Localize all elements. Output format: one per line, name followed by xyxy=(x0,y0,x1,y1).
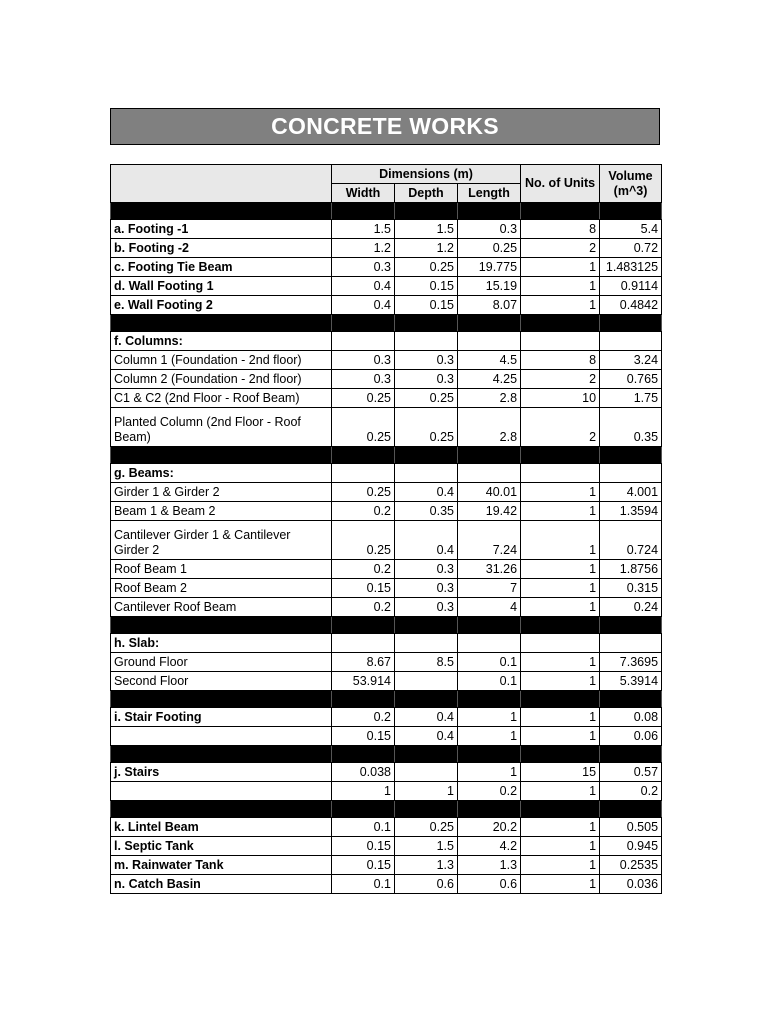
table-row xyxy=(111,708,662,727)
length-cell: 0.3 xyxy=(458,220,521,239)
width-cell: 0.4 xyxy=(332,296,395,315)
length-cell: 1 xyxy=(458,708,521,727)
separator-cell xyxy=(600,801,662,818)
separator-cell xyxy=(600,691,662,708)
width-cell: 0.15 xyxy=(332,727,395,746)
volume-cell: 0.57 xyxy=(600,763,662,782)
units-cell: 1 xyxy=(521,296,600,315)
units-cell: 8 xyxy=(521,220,600,239)
table-row xyxy=(111,521,662,560)
separator-cell xyxy=(395,617,458,634)
separator-cell xyxy=(458,203,521,220)
depth-cell xyxy=(395,763,458,782)
length-cell: 40.01 xyxy=(458,483,521,502)
depth-cell: 1.3 xyxy=(395,856,458,875)
volume-cell: 0.06 xyxy=(600,727,662,746)
table-row xyxy=(111,483,662,502)
depth-cell xyxy=(395,464,458,483)
width-cell: 0.25 xyxy=(332,483,395,502)
separator-cell xyxy=(111,801,332,818)
width-cell xyxy=(332,464,395,483)
units-cell: 10 xyxy=(521,389,600,408)
table-row xyxy=(111,653,662,672)
separator-cell xyxy=(332,203,395,220)
units-cell: 1 xyxy=(521,818,600,837)
units-cell: 1 xyxy=(521,579,600,598)
separator-cell xyxy=(600,315,662,332)
separator-cell xyxy=(332,447,395,464)
units-cell: 2 xyxy=(521,239,600,258)
separator-row xyxy=(111,447,662,464)
depth-cell: 0.25 xyxy=(395,818,458,837)
volume-cell: 0.35 xyxy=(600,408,662,447)
units-cell: 1 xyxy=(521,560,600,579)
table-row xyxy=(111,351,662,370)
table-row xyxy=(111,258,662,277)
depth-cell xyxy=(395,634,458,653)
separator-cell xyxy=(111,203,332,220)
length-cell: 1 xyxy=(458,727,521,746)
units-cell: 1 xyxy=(521,483,600,502)
separator-cell xyxy=(521,746,600,763)
separator-cell xyxy=(395,315,458,332)
depth-cell: 0.35 xyxy=(395,502,458,521)
depth-cell: 0.25 xyxy=(395,389,458,408)
volume-header-line1: Volume xyxy=(608,168,653,183)
separator-cell xyxy=(521,315,600,332)
units-cell: 1 xyxy=(521,672,600,691)
width-cell: 53.914 xyxy=(332,672,395,691)
separator-cell xyxy=(332,617,395,634)
separator-cell xyxy=(395,746,458,763)
units-cell: 8 xyxy=(521,351,600,370)
table-row xyxy=(111,634,662,653)
separator-cell xyxy=(111,691,332,708)
item-label: g. Beams: xyxy=(111,464,332,483)
item-label: C1 & C2 (2nd Floor - Roof Beam) xyxy=(111,389,332,408)
item-label: Column 1 (Foundation - 2nd floor) xyxy=(111,351,332,370)
table-row xyxy=(111,370,662,389)
page-title: CONCRETE WORKS xyxy=(271,113,499,139)
units-cell: 1 xyxy=(521,502,600,521)
item-label xyxy=(111,727,332,746)
units-header: No. of Units xyxy=(521,165,600,203)
width-cell xyxy=(332,332,395,351)
table-row xyxy=(111,464,662,483)
depth-cell: 0.3 xyxy=(395,560,458,579)
table-row xyxy=(111,332,662,351)
length-header: Length xyxy=(458,184,521,203)
item-label: Roof Beam 2 xyxy=(111,579,332,598)
width-cell: 0.2 xyxy=(332,560,395,579)
depth-cell: 0.15 xyxy=(395,296,458,315)
item-label: c. Footing Tie Beam xyxy=(111,258,332,277)
units-cell: 1 xyxy=(521,837,600,856)
length-cell: 2.8 xyxy=(458,408,521,447)
table-row xyxy=(111,672,662,691)
units-cell xyxy=(521,332,600,351)
volume-cell: 0.505 xyxy=(600,818,662,837)
separator-cell xyxy=(395,203,458,220)
units-cell: 1 xyxy=(521,727,600,746)
width-cell: 0.1 xyxy=(332,818,395,837)
depth-cell: 1.2 xyxy=(395,239,458,258)
separator-cell xyxy=(458,746,521,763)
item-label: Ground Floor xyxy=(111,653,332,672)
length-cell: 15.19 xyxy=(458,277,521,296)
length-cell: 1.3 xyxy=(458,856,521,875)
width-cell: 0.3 xyxy=(332,370,395,389)
dimensions-header: Dimensions (m) xyxy=(332,165,521,184)
length-cell: 4.2 xyxy=(458,837,521,856)
separator-cell xyxy=(521,691,600,708)
width-cell: 1.2 xyxy=(332,239,395,258)
depth-cell: 8.5 xyxy=(395,653,458,672)
item-label: Cantilever Girder 1 & Cantilever Girder 2 xyxy=(111,521,332,560)
length-cell: 4.25 xyxy=(458,370,521,389)
table-row xyxy=(111,389,662,408)
volume-cell: 0.08 xyxy=(600,708,662,727)
width-cell: 1 xyxy=(332,782,395,801)
table-row xyxy=(111,579,662,598)
units-cell: 1 xyxy=(521,258,600,277)
volume-cell: 0.724 xyxy=(600,521,662,560)
table-row xyxy=(111,296,662,315)
units-cell: 2 xyxy=(521,370,600,389)
separator-cell xyxy=(332,691,395,708)
table-row xyxy=(111,277,662,296)
item-label: Girder 1 & Girder 2 xyxy=(111,483,332,502)
table-row xyxy=(111,727,662,746)
depth-cell: 0.4 xyxy=(395,483,458,502)
separator-cell xyxy=(521,617,600,634)
volume-cell: 1.8756 xyxy=(600,560,662,579)
length-cell: 8.07 xyxy=(458,296,521,315)
depth-cell xyxy=(395,672,458,691)
depth-cell: 0.4 xyxy=(395,727,458,746)
label-header xyxy=(111,165,332,203)
item-label: Beam 1 & Beam 2 xyxy=(111,502,332,521)
depth-cell: 0.3 xyxy=(395,351,458,370)
units-cell: 1 xyxy=(521,856,600,875)
width-cell: 0.15 xyxy=(332,579,395,598)
item-label: h. Slab: xyxy=(111,634,332,653)
separator-cell xyxy=(111,617,332,634)
units-cell: 15 xyxy=(521,763,600,782)
width-cell: 0.038 xyxy=(332,763,395,782)
width-cell: 0.25 xyxy=(332,521,395,560)
length-cell: 0.1 xyxy=(458,672,521,691)
separator-cell xyxy=(111,447,332,464)
length-cell: 0.6 xyxy=(458,875,521,894)
item-label: j. Stairs xyxy=(111,763,332,782)
table-row xyxy=(111,763,662,782)
table-row xyxy=(111,875,662,894)
separator-cell xyxy=(521,203,600,220)
table-row xyxy=(111,502,662,521)
separator-row xyxy=(111,801,662,818)
volume-cell: 4.001 xyxy=(600,483,662,502)
length-cell: 19.775 xyxy=(458,258,521,277)
length-cell xyxy=(458,332,521,351)
volume-cell: 0.2 xyxy=(600,782,662,801)
separator-cell xyxy=(458,315,521,332)
separator-cell xyxy=(521,801,600,818)
volume-cell: 5.4 xyxy=(600,220,662,239)
table-row xyxy=(111,220,662,239)
depth-cell: 1.5 xyxy=(395,837,458,856)
depth-cell: 0.25 xyxy=(395,408,458,447)
units-cell: 1 xyxy=(521,653,600,672)
units-cell: 1 xyxy=(521,598,600,617)
concrete-works-table xyxy=(110,164,662,894)
item-label: Column 2 (Foundation - 2nd floor) xyxy=(111,370,332,389)
length-cell: 0.2 xyxy=(458,782,521,801)
separator-cell xyxy=(395,691,458,708)
length-cell: 19.42 xyxy=(458,502,521,521)
title-bar xyxy=(110,108,660,145)
volume-cell: 1.3594 xyxy=(600,502,662,521)
separator-cell xyxy=(395,447,458,464)
separator-cell xyxy=(332,315,395,332)
volume-cell: 0.2535 xyxy=(600,856,662,875)
width-cell: 0.15 xyxy=(332,856,395,875)
separator-row xyxy=(111,691,662,708)
volume-cell: 0.036 xyxy=(600,875,662,894)
width-cell: 0.2 xyxy=(332,708,395,727)
separator-row xyxy=(111,203,662,220)
width-cell: 0.15 xyxy=(332,837,395,856)
width-cell xyxy=(332,634,395,653)
length-cell: 7.24 xyxy=(458,521,521,560)
width-cell: 8.67 xyxy=(332,653,395,672)
width-cell: 0.3 xyxy=(332,258,395,277)
item-label: Planted Column (2nd Floor - Roof Beam) xyxy=(111,408,332,447)
volume-cell xyxy=(600,332,662,351)
units-cell xyxy=(521,464,600,483)
item-label: e. Wall Footing 2 xyxy=(111,296,332,315)
length-cell: 4 xyxy=(458,598,521,617)
length-cell: 7 xyxy=(458,579,521,598)
depth-cell: 0.4 xyxy=(395,521,458,560)
length-cell: 2.8 xyxy=(458,389,521,408)
depth-header: Depth xyxy=(395,184,458,203)
item-label xyxy=(111,782,332,801)
table-row xyxy=(111,239,662,258)
separator-cell xyxy=(600,203,662,220)
length-cell: 31.26 xyxy=(458,560,521,579)
separator-row xyxy=(111,617,662,634)
volume-cell xyxy=(600,634,662,653)
volume-cell: 1.75 xyxy=(600,389,662,408)
volume-cell: 0.315 xyxy=(600,579,662,598)
table-row xyxy=(111,408,662,447)
units-cell: 1 xyxy=(521,875,600,894)
item-label: k. Lintel Beam xyxy=(111,818,332,837)
width-header: Width xyxy=(332,184,395,203)
table-row xyxy=(111,856,662,875)
volume-header-line2: (m^3) xyxy=(613,183,648,198)
width-cell: 0.4 xyxy=(332,277,395,296)
separator-cell xyxy=(600,447,662,464)
table-row xyxy=(111,818,662,837)
separator-cell xyxy=(111,746,332,763)
width-cell: 0.3 xyxy=(332,351,395,370)
separator-cell xyxy=(111,315,332,332)
volume-cell: 3.24 xyxy=(600,351,662,370)
separator-cell xyxy=(458,801,521,818)
units-cell: 1 xyxy=(521,782,600,801)
units-cell: 1 xyxy=(521,708,600,727)
volume-cell: 0.945 xyxy=(600,837,662,856)
length-cell: 20.2 xyxy=(458,818,521,837)
table-body xyxy=(111,203,662,894)
item-label: d. Wall Footing 1 xyxy=(111,277,332,296)
item-label: n. Catch Basin xyxy=(111,875,332,894)
volume-cell: 0.9114 xyxy=(600,277,662,296)
volume-cell: 0.4842 xyxy=(600,296,662,315)
item-label: b. Footing -2 xyxy=(111,239,332,258)
separator-cell xyxy=(458,447,521,464)
volume-header xyxy=(600,165,662,203)
depth-cell xyxy=(395,332,458,351)
separator-cell xyxy=(332,801,395,818)
length-cell xyxy=(458,634,521,653)
units-cell xyxy=(521,634,600,653)
item-label: Cantilever Roof Beam xyxy=(111,598,332,617)
depth-cell: 1 xyxy=(395,782,458,801)
length-cell: 1 xyxy=(458,763,521,782)
length-cell xyxy=(458,464,521,483)
item-label: i. Stair Footing xyxy=(111,708,332,727)
depth-cell: 1.5 xyxy=(395,220,458,239)
depth-cell: 0.3 xyxy=(395,579,458,598)
item-label: l. Septic Tank xyxy=(111,837,332,856)
depth-cell: 0.15 xyxy=(395,277,458,296)
separator-row xyxy=(111,746,662,763)
depth-cell: 0.3 xyxy=(395,370,458,389)
item-label: Second Floor xyxy=(111,672,332,691)
volume-cell: 5.3914 xyxy=(600,672,662,691)
length-cell: 0.25 xyxy=(458,239,521,258)
table-row xyxy=(111,837,662,856)
width-cell: 0.2 xyxy=(332,502,395,521)
separator-cell xyxy=(600,617,662,634)
separator-cell xyxy=(521,447,600,464)
width-cell: 1.5 xyxy=(332,220,395,239)
length-cell: 4.5 xyxy=(458,351,521,370)
volume-cell: 0.72 xyxy=(600,239,662,258)
length-cell: 0.1 xyxy=(458,653,521,672)
width-cell: 0.1 xyxy=(332,875,395,894)
separator-cell xyxy=(600,746,662,763)
width-cell: 0.25 xyxy=(332,389,395,408)
volume-cell xyxy=(600,464,662,483)
units-cell: 1 xyxy=(521,277,600,296)
separator-cell xyxy=(332,746,395,763)
table-row xyxy=(111,598,662,617)
volume-cell: 1.483125 xyxy=(600,258,662,277)
table-row xyxy=(111,782,662,801)
separator-cell xyxy=(458,691,521,708)
units-cell: 2 xyxy=(521,408,600,447)
item-label: Roof Beam 1 xyxy=(111,560,332,579)
separator-cell xyxy=(458,617,521,634)
width-cell: 0.2 xyxy=(332,598,395,617)
item-label: f. Columns: xyxy=(111,332,332,351)
depth-cell: 0.6 xyxy=(395,875,458,894)
volume-cell: 0.24 xyxy=(600,598,662,617)
item-label: m. Rainwater Tank xyxy=(111,856,332,875)
table-row xyxy=(111,560,662,579)
depth-cell: 0.4 xyxy=(395,708,458,727)
depth-cell: 0.3 xyxy=(395,598,458,617)
volume-cell: 0.765 xyxy=(600,370,662,389)
depth-cell: 0.25 xyxy=(395,258,458,277)
separator-cell xyxy=(395,801,458,818)
volume-cell: 7.3695 xyxy=(600,653,662,672)
units-cell: 1 xyxy=(521,521,600,560)
separator-row xyxy=(111,315,662,332)
item-label: a. Footing -1 xyxy=(111,220,332,239)
width-cell: 0.25 xyxy=(332,408,395,447)
